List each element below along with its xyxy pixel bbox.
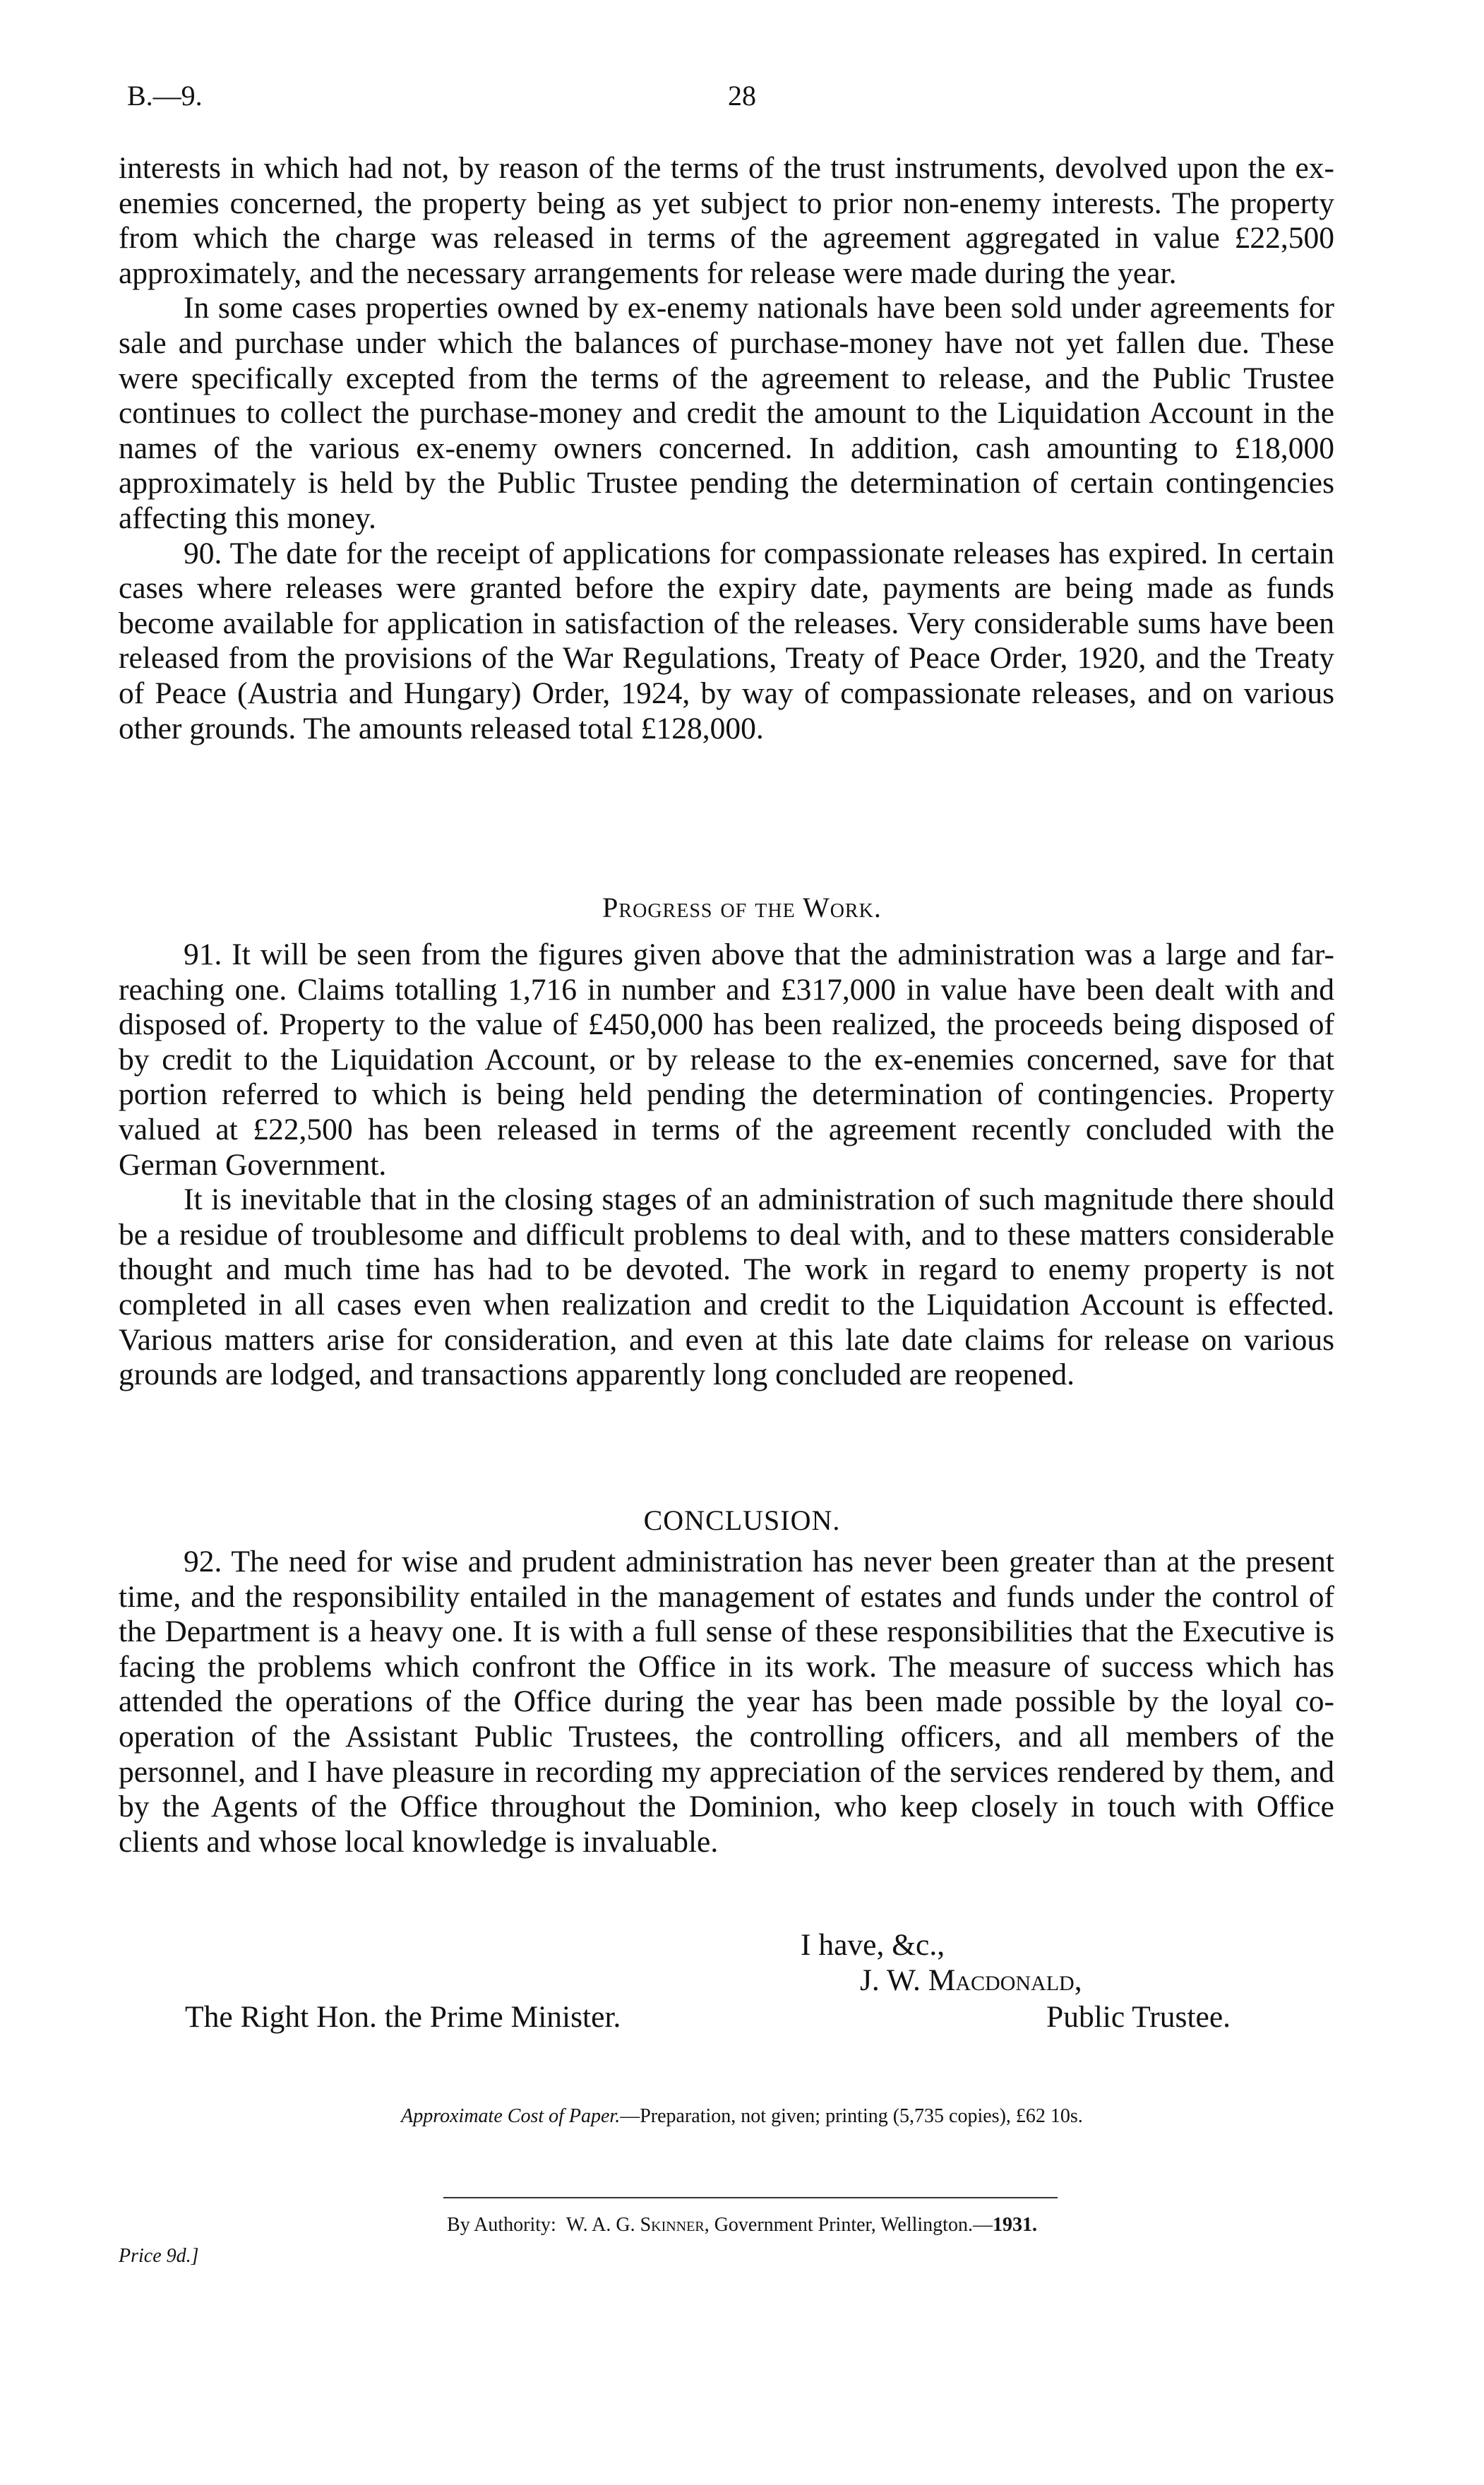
body-text-top	[119, 151, 1334, 746]
salutation: I have, &c.,	[801, 1928, 945, 1962]
paragraph: 92. The need for wise and prudent administration has never been greater than at the present time, and the responsibility entailed in the management of estates and funds under the control of the Department is a heavy one. It is with a full sense of these responsibilities that the Executive is facing the problems which confront the Office in its work. The measure of success which has attended the operations of the Office during the year has been made possible by the loyal co-operation of the Assistant Public Trustees, the controlling officers, and all members of the personnel, and I have pleasure in recording my appreciation of the services rendered by them, and by the Agents of the Office throughout the Dominion, who keep closely in touch with Office clients and whose local knowledge is invaluable.	[119, 1545, 1334, 1859]
printer-name: W. A. G. Skinner	[566, 2214, 705, 2236]
section-heading-progress: Progress of the Work.	[602, 892, 882, 923]
cost-note	[0, 2105, 1484, 2128]
printer-rest: , Government Printer, Wellington.—	[704, 2214, 993, 2236]
paragraph: In some cases properties owned by ex-enemy nationals have been sold under agreements for sale and purchase under which the balances of purchase-money have not yet fallen due. These were specifically excepted from the terms of the agreement to release, and the Public Trustee continues to collect the purchase-money and credit the amount to the Liquidation Account in the names of the various ex-enemy owners concerned. In addition, cash amounting to £18,000 approximately is held by the Public Trustee pending the determination of certain contingencies affecting this money.	[119, 291, 1334, 535]
section-heading-conclusion: CONCLUSION.	[643, 1504, 841, 1536]
paragraph: 91. It will be seen from the figures given above that the administration was a large and far-reaching one. Claims totalling 1,716 in number and £317,000 in value have been dealt with and disposed of. Property to the value of £450,000 has been realized, the proceeds being disposed of by credit to the Liquidation Account, or by release to the ex-enemies concerned, save for that portion referred to which is being held pending the determination of contingencies. Property valued at £22,500 has been released in terms of the agreement recently concluded with the German Government.	[119, 938, 1334, 1182]
paragraph: It is inevitable that in the closing stages of an administration of such magnitude there should be a residue of troublesome and difficult problems to deal with, and to these matters considerable thought and much time has had to be devoted. The work in regard to enemy property is not completed in all cases even when realization and credit to the Liquidation Account is effected. Various matters arise for consideration, and even at this late date claims for release on various grounds are lodged, and transactions apparently long concluded are reopened.	[119, 1182, 1334, 1392]
cost-label: Approximate Cost of Paper.	[401, 2105, 621, 2127]
page-number: 28	[728, 80, 756, 112]
authority-label: By Authority:	[447, 2214, 556, 2236]
body-text-conclusion	[119, 1545, 1334, 1860]
footer-rule	[443, 2197, 1058, 2198]
paragraph: 90. The date for the receipt of applications for compassionate releases has expired. In certain cases where releases were granted before the expiry date, payments are being made as funds become available for application in satisfaction of the releases. Very considerable sums have been released from the provisions of the War Regulations, Treaty of Peace Order, 1920, and the Treaty of Peace (Austria and Hungary) Order, 1924, by way of compassionate releases, and on various other grounds. The amounts released total £128,000.	[119, 536, 1334, 746]
price: Price 9d.]	[119, 2245, 199, 2267]
signatory-title: Public Trustee.	[1046, 2000, 1231, 2034]
signatory-name: J. W. Macdonald,	[860, 1963, 1082, 1997]
body-text-progress	[119, 938, 1334, 1393]
addressee: The Right Hon. the Prime Minister.	[185, 2000, 621, 2034]
printer-line	[0, 2214, 1484, 2236]
document-reference: B.—9.	[127, 80, 203, 112]
cost-text: —Preparation, not given; printing (5,735 copies), £62 10s.	[620, 2105, 1083, 2127]
print-year: 1931.	[992, 2214, 1037, 2236]
paragraph: interests in which had not, by reason of the terms of the trust instruments, devolved upon the ex-enemies concerned, the property being as yet subject to prior non-enemy interests. The property from which the charge was released in terms of the agreement aggregated in value £22,500 approximately, and the necessary arrangements for release were made during the year.	[119, 151, 1334, 290]
